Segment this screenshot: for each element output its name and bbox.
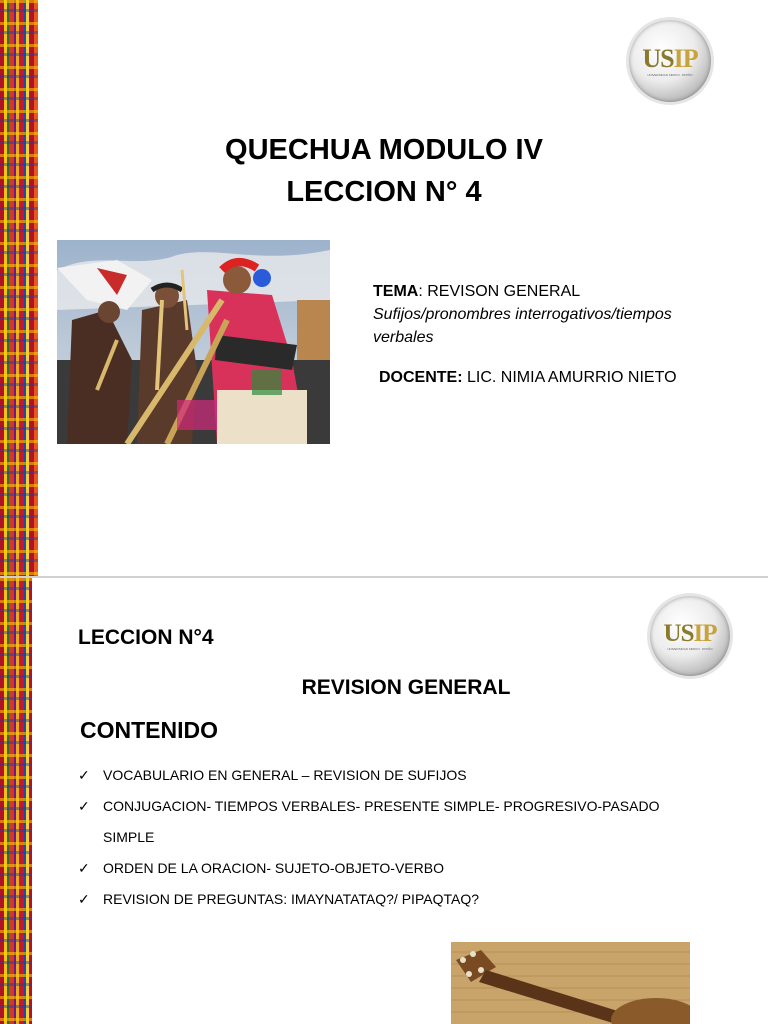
- list-item: ✓ REVISION DE PREGUNTAS: IMAYNATATAQ?/ PIPAQTAQ?: [78, 884, 688, 915]
- andean-textile-border: [0, 578, 32, 1024]
- usip-logo-text-2: USIP: [663, 620, 717, 647]
- andean-musicians-photo: [57, 240, 330, 444]
- tema-label: TEMA: [373, 283, 419, 300]
- revision-general-heading: REVISION GENERAL: [301, 676, 511, 699]
- photo-illustration: [57, 240, 330, 444]
- usip-logo-text: USIP: [642, 43, 698, 73]
- list-item: ✓ VOCABULARIO EN GENERAL – REVISION DE SUFIJOS: [78, 760, 688, 791]
- tema-detail: Sufijos/pronombres interrogativos/tiempos verbales: [373, 306, 672, 346]
- checkmark-icon: ✓: [78, 891, 90, 907]
- docente-line: [379, 366, 739, 389]
- tema-line: [373, 280, 733, 303]
- usip-logo-subtext-2: UNIVERSIDAD SIMON I. PATIÑO: [667, 647, 713, 651]
- usip-logo-2: [650, 596, 730, 676]
- usip-logo-subtext: UNIVERSIDAD SIMON I. PATIÑO: [647, 72, 693, 77]
- list-item: ✓ CONJUGACION- TIEMPOS VERBALES- PRESENTE SIMPLE- PROGRESIVO-PASADO SIMPLE: [78, 791, 688, 853]
- contenido-heading: CONTENIDO: [80, 717, 218, 743]
- checkmark-icon: ✓: [78, 798, 90, 814]
- slide-title-line2: LECCION N° 4: [286, 176, 482, 208]
- checkmark-icon: ✓: [78, 860, 90, 876]
- contenido-list: [78, 760, 688, 915]
- slide-title-line1: QUECHUA MODULO IV: [225, 134, 543, 166]
- tema-block: [373, 280, 733, 349]
- charango-photo: [451, 942, 690, 1024]
- docente-value: LIC. NIMIA AMURRIO NIETO: [462, 369, 677, 386]
- leccion-heading: LECCION N°4: [78, 626, 214, 649]
- usip-logo: [629, 20, 711, 102]
- list-item: ✓ ORDEN DE LA ORACION- SUJETO-OBJETO-VERBO: [78, 853, 688, 884]
- charango-illustration: [451, 942, 690, 1024]
- andean-textile-border: [0, 0, 38, 576]
- tema-value: : REVISON GENERAL: [418, 283, 581, 300]
- checkmark-icon: ✓: [78, 767, 90, 783]
- docente-label: DOCENTE:: [379, 369, 463, 386]
